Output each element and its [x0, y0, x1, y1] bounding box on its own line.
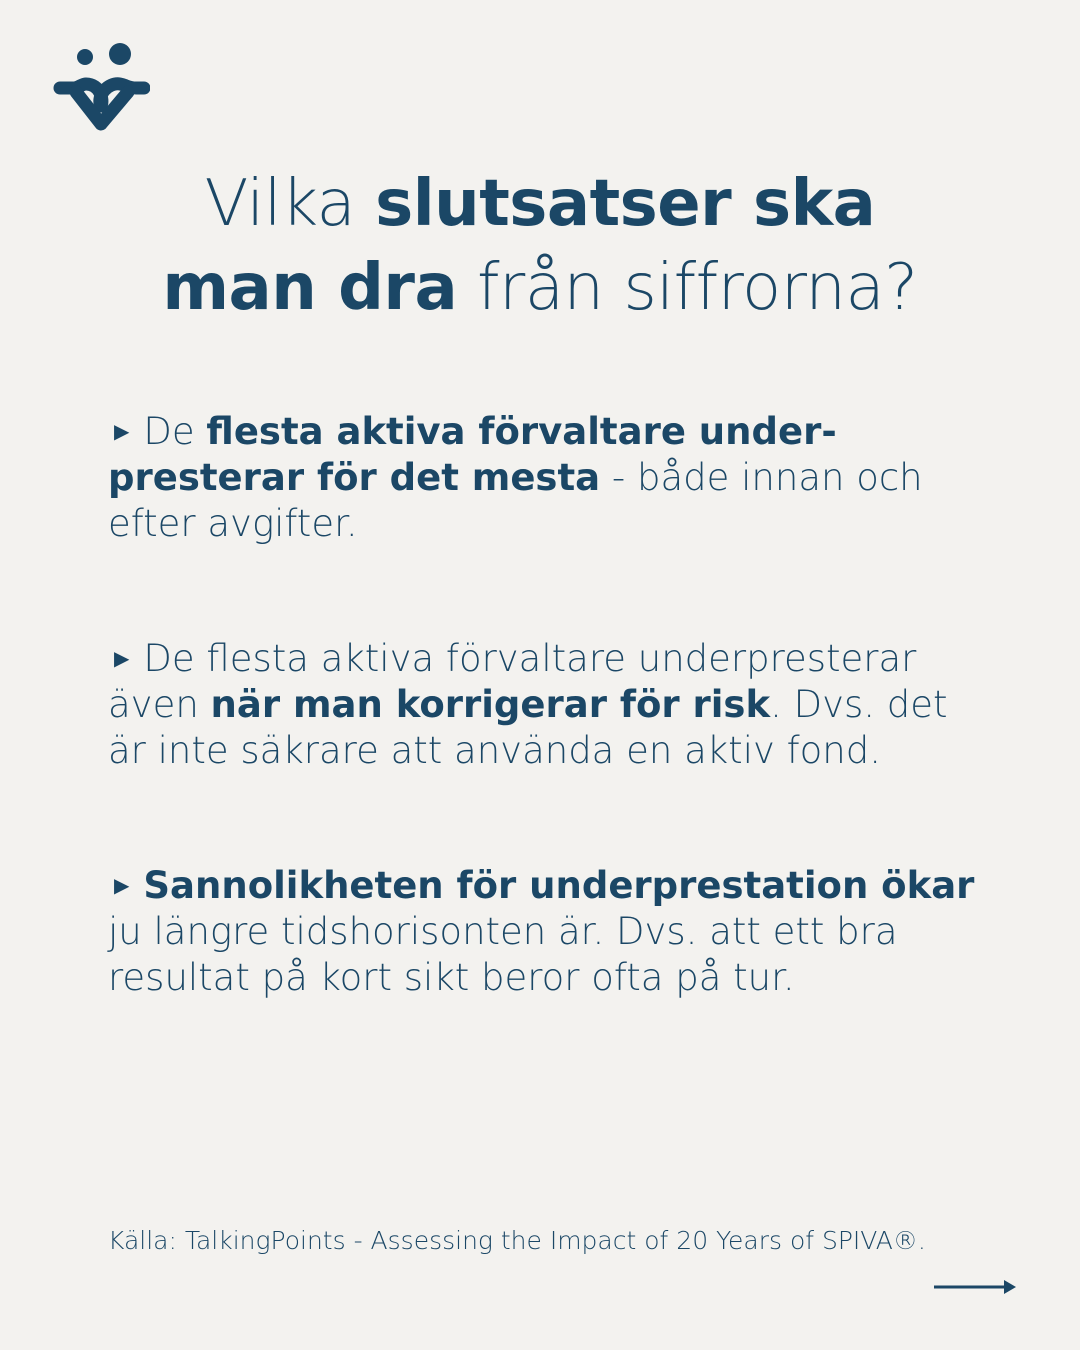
bullet-marker-icon: ▶ [114, 646, 130, 670]
bullet-item-2 [108, 635, 988, 774]
bullet-1-bold: flesta aktiva förvaltare under-presterar för det mesta [108, 410, 837, 499]
title-line-1 [0, 162, 1080, 246]
bullet-marker-icon: ▶ [114, 419, 130, 443]
title-line2-normal: från siffrorna? [457, 251, 918, 325]
title-line1-normal: Vilka [204, 167, 376, 241]
bullet-2-text: De flesta aktiva förvaltare underpresterar även [108, 637, 917, 726]
title-line2-bold: man dra [162, 251, 458, 325]
bullet-2-bold: när man korrigerar för risk [210, 683, 771, 726]
bullet-list [108, 408, 988, 1089]
bullet-3-text-end: ju längre tidshorisonten är. Dvs. att ett bra resultat på kort sikt beror ofta på tur. [108, 910, 898, 999]
arrow-right-icon[interactable] [932, 1274, 1018, 1300]
bullet-marker-icon: ▶ [114, 873, 130, 897]
title-line1-bold: slutsatser ska [375, 167, 876, 241]
bullet-3-bold: Sannolikheten för underprestation ökar [143, 864, 975, 907]
heart-people-logo-icon [52, 42, 150, 136]
bullet-1-text: De [143, 410, 207, 453]
source-citation: Källa: TalkingPoints - Assessing the Impact of 20 Years of SPIVA®. [108, 1226, 926, 1255]
page-title [0, 162, 1080, 330]
bullet-2-text-end: . Dvs. det är inte säkrare att använda en aktiv fond. [108, 683, 948, 772]
bullet-item-3 [108, 862, 988, 1001]
bullet-item-1 [108, 408, 988, 547]
title-line-2 [0, 246, 1080, 330]
bullet-1-text-end: - både innan och efter avgifter. [108, 456, 923, 545]
